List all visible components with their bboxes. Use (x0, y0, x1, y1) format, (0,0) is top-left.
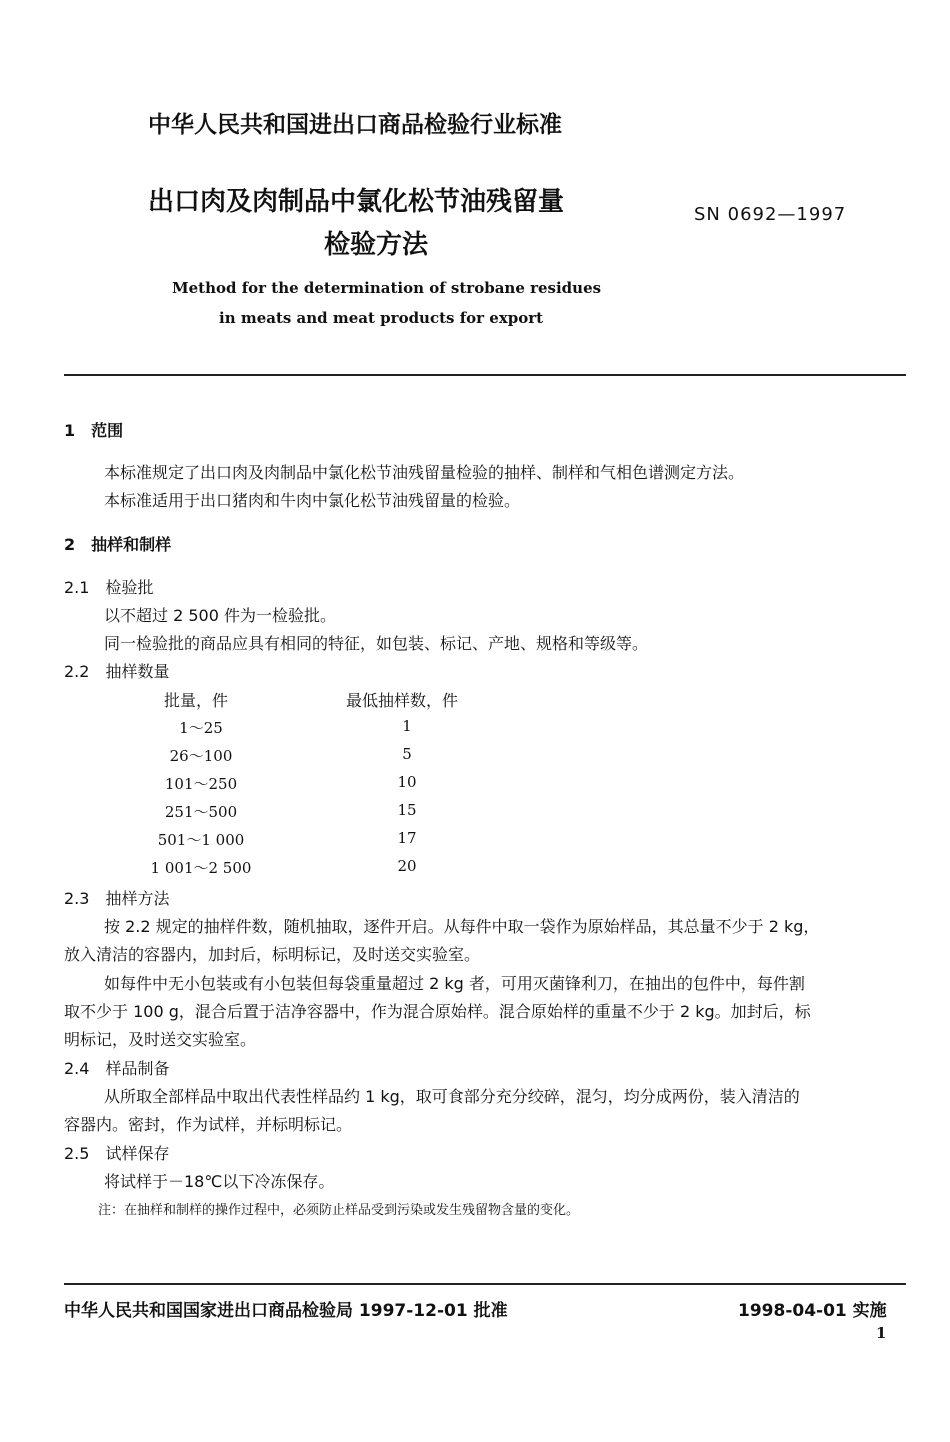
table-cell-min: 1 (402, 717, 412, 735)
section-2-5-note: 注：在抽样和制样的操作过程中，必须防止样品受到污染或发生残留物含量的变化。 (98, 1203, 580, 1218)
section-2-3-heading: 2.3 抽样方法 (64, 889, 170, 908)
table-cell-lot: 101～250 (164, 775, 238, 793)
approval-line: 中华人民共和国国家进出口商品检验局 1997-12-01 批准 (64, 1301, 508, 1321)
section-1-paragraph-2: 本标准适用于出口猪肉和牛肉中氯化松节油残留量的检验。 (104, 491, 521, 510)
table-cell-lot: 26～100 (169, 747, 233, 765)
section-2-heading: 2 抽样和制样 (64, 535, 172, 554)
table-cell-min: 5 (402, 745, 412, 763)
section-2-4-paragraph-line-1: 从所取全部样品中取出代表性样品约 1 kg，取可食部分充分绞碎，混匀，均分成两份，装入清洁的 (104, 1087, 800, 1106)
section-2-4-heading: 2.4 样品制备 (64, 1059, 170, 1078)
table-cell-min: 10 (397, 773, 417, 791)
effective-date: 1998-04-01 实施 (738, 1301, 887, 1321)
section-2-4-paragraph-line-2: 容器内。密封，作为试样，并标明标记。 (64, 1115, 353, 1134)
english-title-line-2: in meats and meat products for export (219, 309, 544, 327)
issuer: 中华人民共和国进出口商品检验行业标准 (148, 112, 562, 138)
title-line-1: 出口肉及肉制品中氯化松节油残留量 (148, 187, 565, 217)
table-header-min-samples: 最低抽样数，件 (346, 691, 459, 710)
section-2-3-paragraph-1-line-1: 按 2.2 规定的抽样件数，随机抽取，逐件开启。从每件中取一袋作为原始样品，其总量不少于 2 kg， (104, 917, 820, 936)
title-line-2: 检验方法 (324, 230, 429, 260)
header-divider (64, 374, 906, 376)
section-2-5-heading: 2.5 试样保存 (64, 1144, 170, 1163)
footer-divider (64, 1283, 906, 1285)
table-cell-min: 17 (397, 829, 417, 847)
section-2-3-paragraph-1-line-2: 放入清洁的容器内，加封后，标明标记，及时送交实验室。 (64, 945, 481, 964)
table-cell-lot: 1～25 (179, 719, 223, 737)
table-cell-min: 15 (397, 801, 417, 819)
section-2-3-paragraph-2-line-2: 取不少于 100 g，混合后置于洁净容器中，作为混合原始样。混合原始样的重量不少于 2 kg。加封后，标 (64, 1002, 811, 1021)
table-header-lot: 批量，件 (164, 691, 229, 710)
section-2-3-paragraph-2-line-3: 明标记，及时送交实验室。 (64, 1030, 257, 1049)
table-cell-lot: 501～1 000 (157, 831, 245, 849)
section-2-1-paragraph-1: 以不超过 2 500 件为一检验批。 (104, 606, 336, 625)
page-number: 1 (876, 1324, 887, 1342)
section-2-1-heading: 2.1 检验批 (64, 578, 154, 597)
english-title-line-1: Method for the determination of strobane residues (172, 279, 602, 297)
section-2-5-paragraph: 将试样于－18℃以下冷冻保存。 (104, 1172, 335, 1191)
standard-code: SN 0692—1997 (694, 204, 847, 225)
section-1-heading: 1 范围 (64, 421, 124, 440)
table-cell-min: 20 (397, 857, 417, 875)
section-2-1-paragraph-2: 同一检验批的商品应具有相同的特征，如包装、标记、产地、规格和等级等。 (104, 634, 649, 653)
table-cell-lot: 1 001～2 500 (150, 859, 252, 877)
section-2-2-heading: 2.2 抽样数量 (64, 662, 170, 681)
section-2-3-paragraph-2-line-1: 如每件中无小包装或有小包装但每袋重量超过 2 kg 者，可用灭菌锋利刀，在抽出的包件中，每件割 (104, 974, 805, 993)
section-1-paragraph-1: 本标准规定了出口肉及肉制品中氯化松节油残留量检验的抽样、制样和气相色谱测定方法。 (104, 463, 745, 482)
table-cell-lot: 251～500 (164, 803, 238, 821)
